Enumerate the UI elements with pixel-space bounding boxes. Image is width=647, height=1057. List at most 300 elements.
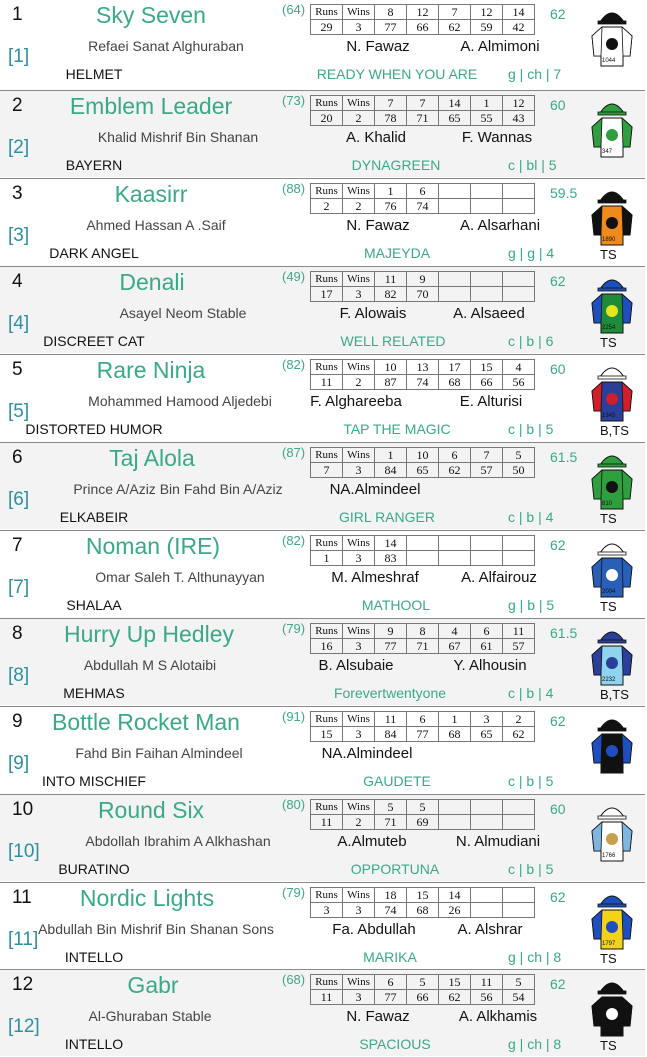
- form-cell: 66: [407, 20, 439, 35]
- runs-count: 11: [311, 815, 343, 830]
- runs-count: 11: [311, 990, 343, 1005]
- form-cell: 26: [439, 903, 471, 918]
- runs-count: 2: [311, 199, 343, 214]
- form-cell: 7: [471, 448, 503, 463]
- form-row-bottom: [311, 903, 535, 918]
- runner-row: [0, 618, 645, 705]
- form-row-top: [311, 272, 535, 287]
- owner-name: Fahd Bin Faihan Almindeel: [75, 745, 243, 761]
- form-cell: 7: [407, 96, 439, 111]
- saddle-number: 6: [12, 447, 23, 468]
- form-cell: 82: [375, 287, 407, 302]
- runs-header: Runs: [311, 975, 343, 990]
- form-cell: 2: [503, 712, 535, 727]
- runs-count: 11: [311, 375, 343, 390]
- form-cell: 6: [375, 975, 407, 990]
- owner-name: Prince A/Aziz Bin Fahd Bin A/Aziz: [73, 481, 283, 497]
- form-cell: [439, 184, 471, 199]
- form-row-top: [311, 712, 535, 727]
- form-row-bottom: [311, 20, 535, 35]
- sire-name: HELMET: [65, 66, 123, 82]
- jockey-name: F. Alowais: [339, 305, 407, 322]
- carried-weight: 60: [550, 361, 566, 377]
- form-cell: [439, 272, 471, 287]
- form-cell: [503, 287, 535, 302]
- form-cell: 77: [375, 990, 407, 1005]
- horse-rating: (79): [282, 885, 306, 900]
- form-table: [310, 271, 535, 302]
- silks-code: 1797: [602, 941, 616, 947]
- draw-number: [11]: [8, 929, 39, 950]
- form-cell: 14: [503, 5, 535, 20]
- form-cell: 62: [503, 727, 535, 742]
- form-row-top: [311, 184, 535, 199]
- form-cell: [471, 815, 503, 830]
- trainer-name: A. Alkhamis: [458, 1008, 538, 1025]
- sire-name: MEHMAS: [63, 685, 125, 701]
- form-row-top: [311, 448, 535, 463]
- sex-colour-age: c | bl | 5: [508, 157, 557, 173]
- form-row-bottom: [311, 463, 535, 478]
- carried-weight: 62: [550, 713, 566, 729]
- gear-code: B,TS: [600, 687, 629, 702]
- form-cell: 11: [375, 712, 407, 727]
- form-cell: 5: [407, 800, 439, 815]
- wins-header: Wins: [343, 536, 375, 551]
- wins-header: Wins: [343, 272, 375, 287]
- form-row-top: [311, 536, 535, 551]
- form-cell: 7: [375, 96, 407, 111]
- runner-row: [0, 442, 645, 529]
- draw-number: [3]: [8, 225, 30, 246]
- form-row-bottom: [311, 199, 535, 214]
- form-cell: 76: [375, 199, 407, 214]
- saddle-number: 10: [12, 799, 34, 820]
- sex-colour-age: g | ch | 8: [508, 1036, 562, 1052]
- dam-name: MATHOOL: [361, 597, 431, 613]
- form-cell: [471, 199, 503, 214]
- form-row-bottom: [311, 375, 535, 390]
- sire-name: BAYERN: [65, 157, 123, 173]
- dam-name: GIRL RANGER: [339, 509, 435, 525]
- wins-count: 2: [343, 815, 375, 830]
- form-cell: 18: [375, 888, 407, 903]
- wins-count: 2: [343, 111, 375, 126]
- horse-name: Bottle Rocket Man: [52, 709, 240, 735]
- dam-name: READY WHEN YOU ARE: [316, 66, 478, 82]
- form-cell: 56: [471, 990, 503, 1005]
- form-cell: [471, 551, 503, 566]
- sire-name: INTELLO: [64, 949, 124, 965]
- form-cell: [439, 536, 471, 551]
- carried-weight: 62: [550, 537, 566, 553]
- form-row-bottom: [311, 990, 535, 1005]
- runs-header: Runs: [311, 800, 343, 815]
- form-cell: 13: [407, 360, 439, 375]
- trainer-name: F. Wannas: [461, 129, 533, 146]
- form-cell: 66: [471, 375, 503, 390]
- saddle-number: 12: [12, 974, 34, 995]
- form-cell: [503, 815, 535, 830]
- owner-name: Omar Saleh T. Althunayyan: [95, 569, 265, 585]
- runs-header: Runs: [311, 448, 343, 463]
- runs-count: 1: [311, 551, 343, 566]
- form-cell: 15: [439, 975, 471, 990]
- horse-name: Gabr: [127, 972, 179, 998]
- owner-name: Abdullah Bin Mishrif Bin Shanan Sons: [38, 921, 274, 937]
- form-cell: [503, 272, 535, 287]
- sire-name: DISCREET CAT: [43, 333, 145, 349]
- form-cell: 65: [439, 111, 471, 126]
- form-cell: 1: [471, 96, 503, 111]
- wins-count: 3: [343, 287, 375, 302]
- jockey-name: NA.Almindeel: [321, 745, 413, 762]
- runs-header: Runs: [311, 5, 343, 20]
- carried-weight: 60: [550, 801, 566, 817]
- form-row-bottom: [311, 287, 535, 302]
- form-cell: 83: [375, 551, 407, 566]
- owner-name: Khalid Mishrif Bin Shanan: [97, 129, 259, 145]
- saddle-number: 11: [12, 887, 32, 908]
- saddle-number: 1: [12, 4, 23, 25]
- runner-row: [0, 354, 645, 441]
- form-table: [310, 4, 535, 35]
- form-cell: [439, 551, 471, 566]
- form-cell: 1: [375, 184, 407, 199]
- wins-header: Wins: [343, 184, 375, 199]
- runs-count: 20: [311, 111, 343, 126]
- form-cell: 77: [375, 639, 407, 654]
- form-cell: 12: [503, 96, 535, 111]
- silks-code: 1766: [602, 853, 616, 859]
- jockey-name: Fa. Abdullah: [332, 921, 416, 938]
- wins-count: 3: [343, 990, 375, 1005]
- form-cell: 77: [407, 727, 439, 742]
- form-cell: 9: [407, 272, 439, 287]
- form-cell: [439, 815, 471, 830]
- silks-code: 1890: [602, 237, 616, 243]
- form-cell: [471, 536, 503, 551]
- wins-header: Wins: [343, 712, 375, 727]
- runs-header: Runs: [311, 888, 343, 903]
- silks-code: 2004: [602, 589, 616, 595]
- form-cell: 68: [439, 375, 471, 390]
- form-cell: 55: [471, 111, 503, 126]
- owner-name: Al-Ghuraban Stable: [88, 1008, 212, 1024]
- gear-code: TS: [600, 951, 617, 966]
- wins-header: Wins: [343, 448, 375, 463]
- jockey-silks: [588, 185, 642, 251]
- horse-name: Nordic Lights: [79, 885, 215, 911]
- jockey-name: A. Khalid: [345, 129, 407, 146]
- wins-header: Wins: [343, 624, 375, 639]
- form-cell: 15: [471, 360, 503, 375]
- form-cell: 57: [503, 639, 535, 654]
- sire-name: ELKABEIR: [59, 509, 129, 525]
- wins-count: 3: [343, 463, 375, 478]
- jockey-name: F. Alghareeba: [310, 393, 402, 410]
- silks-code: 1101: [602, 765, 615, 771]
- form-cell: 12: [407, 5, 439, 20]
- form-cell: [471, 272, 503, 287]
- sex-colour-age: g | b | 5: [508, 597, 555, 613]
- silks-code: 1044: [602, 58, 616, 64]
- form-cell: 65: [407, 463, 439, 478]
- trainer-name: A. Almimoni: [460, 38, 540, 55]
- form-table: [310, 974, 535, 1005]
- form-cell: 84: [375, 463, 407, 478]
- form-row-bottom: [311, 111, 535, 126]
- form-cell: [439, 800, 471, 815]
- trainer-name: A. Alshrar: [457, 921, 523, 938]
- jockey-silks: [588, 449, 642, 515]
- horse-rating: (80): [282, 797, 306, 812]
- jockey-silks: [588, 801, 642, 867]
- horse-rating: (88): [282, 181, 306, 196]
- form-row-bottom: [311, 815, 535, 830]
- form-cell: 84: [375, 727, 407, 742]
- jockey-name: N. Fawaz: [346, 217, 410, 234]
- dam-name: MARIKA: [363, 949, 417, 965]
- sex-colour-age: c | b | 4: [508, 509, 554, 525]
- form-cell: 43: [503, 111, 535, 126]
- form-table: [310, 183, 535, 214]
- form-row-bottom: [311, 551, 535, 566]
- dam-name: Forevertwentyone: [333, 685, 447, 701]
- form-cell: 54: [503, 990, 535, 1005]
- form-cell: 12: [471, 5, 503, 20]
- form-cell: 3: [471, 712, 503, 727]
- form-cell: [439, 199, 471, 214]
- wins-count: 3: [343, 551, 375, 566]
- form-cell: 65: [471, 727, 503, 742]
- form-row-bottom: [311, 639, 535, 654]
- form-row-bottom: [311, 727, 535, 742]
- draw-number: [4]: [8, 313, 30, 334]
- sex-colour-age: c | b | 5: [508, 861, 554, 877]
- runner-row: [0, 90, 645, 177]
- jockey-name: A.Almuteb: [337, 833, 407, 850]
- form-cell: 62: [439, 990, 471, 1005]
- runs-count: 16: [311, 639, 343, 654]
- runner-row: [0, 969, 645, 1056]
- carried-weight: 60: [550, 97, 566, 113]
- wins-count: 3: [343, 20, 375, 35]
- dam-name: MAJEYDA: [363, 245, 431, 261]
- horse-rating: (68): [282, 972, 306, 987]
- trainer-name: A. Alsaeed: [453, 305, 525, 322]
- form-cell: 17: [439, 360, 471, 375]
- silks-code: 2254: [602, 325, 616, 331]
- form-cell: 59: [471, 20, 503, 35]
- form-cell: 8: [375, 5, 407, 20]
- form-cell: 70: [407, 287, 439, 302]
- form-cell: [471, 184, 503, 199]
- form-cell: [503, 888, 535, 903]
- sire-name: DARK ANGEL: [49, 245, 139, 261]
- wins-count: 3: [343, 903, 375, 918]
- sex-colour-age: c | b | 6: [508, 333, 554, 349]
- form-cell: 67: [439, 639, 471, 654]
- dam-name: WELL RELATED: [340, 333, 446, 349]
- form-cell: 62: [439, 463, 471, 478]
- jockey-silks: [588, 97, 642, 163]
- horse-name: Emblem Leader: [69, 93, 233, 119]
- sire-name: INTELLO: [64, 1036, 124, 1052]
- sire-name: INTO MISCHIEF: [42, 773, 146, 789]
- form-row-top: [311, 360, 535, 375]
- sex-colour-age: c | b | 4: [508, 685, 554, 701]
- runs-header: Runs: [311, 96, 343, 111]
- form-cell: 66: [407, 990, 439, 1005]
- form-cell: 50: [503, 463, 535, 478]
- carried-weight: 62: [550, 273, 566, 289]
- wins-header: Wins: [343, 96, 375, 111]
- runner-row: [0, 0, 645, 87]
- wins-header: Wins: [343, 975, 375, 990]
- form-cell: 78: [375, 111, 407, 126]
- silks-code: 1345: [602, 413, 616, 419]
- form-cell: [471, 888, 503, 903]
- horse-name: Rare Ninja: [96, 357, 206, 383]
- form-cell: 69: [407, 815, 439, 830]
- form-cell: [471, 800, 503, 815]
- form-table: [310, 359, 535, 390]
- form-cell: 4: [439, 624, 471, 639]
- silks-code: 2232: [602, 677, 616, 683]
- carried-weight: 62: [550, 889, 566, 905]
- draw-number: [5]: [8, 401, 30, 422]
- runs-count: 29: [311, 20, 343, 35]
- wins-header: Wins: [343, 800, 375, 815]
- horse-name: Denali: [119, 269, 185, 295]
- form-row-top: [311, 975, 535, 990]
- runner-row: [0, 706, 645, 793]
- runs-header: Runs: [311, 360, 343, 375]
- form-cell: 6: [407, 184, 439, 199]
- draw-number: [1]: [8, 46, 30, 67]
- wins-count: 3: [343, 639, 375, 654]
- silks-code: 810: [602, 501, 613, 507]
- wins-header: Wins: [343, 888, 375, 903]
- form-cell: 6: [471, 624, 503, 639]
- horse-rating: (49): [282, 269, 306, 284]
- runner-row: [0, 882, 645, 969]
- form-cell: 1: [375, 448, 407, 463]
- jockey-silks: [588, 361, 642, 427]
- runs-header: Runs: [311, 272, 343, 287]
- horse-rating: (82): [282, 533, 306, 548]
- jockey-silks: [588, 6, 642, 72]
- form-cell: 9: [375, 624, 407, 639]
- gear-code: TS: [600, 335, 617, 350]
- form-cell: [407, 536, 439, 551]
- form-cell: 61: [471, 639, 503, 654]
- form-cell: 74: [407, 199, 439, 214]
- form-cell: [503, 903, 535, 918]
- horse-name: Noman (IRE): [85, 533, 221, 559]
- saddle-number: 8: [12, 623, 23, 644]
- horse-rating: (79): [282, 621, 306, 636]
- form-cell: 14: [439, 96, 471, 111]
- horse-name: Sky Seven: [96, 2, 206, 28]
- form-cell: 71: [407, 639, 439, 654]
- form-cell: [471, 287, 503, 302]
- form-cell: 8: [407, 624, 439, 639]
- owner-name: Refaei Sanat Alghuraban: [88, 38, 244, 54]
- form-cell: 6: [439, 448, 471, 463]
- dam-name: TAP THE MAGIC: [343, 421, 451, 437]
- form-cell: [439, 287, 471, 302]
- gear-code: B,TS: [600, 423, 629, 438]
- owner-name: Abdollah Ibrahim A Alkhashan: [85, 833, 271, 849]
- draw-number: [7]: [8, 577, 30, 598]
- form-table: [310, 535, 535, 566]
- form-table: [310, 799, 535, 830]
- sire-name: DISTORTED HUMOR: [25, 421, 163, 437]
- saddle-number: 9: [12, 711, 23, 732]
- horse-name: Taj Alola: [109, 445, 195, 471]
- form-cell: [471, 903, 503, 918]
- sex-colour-age: g | ch | 8: [508, 949, 562, 965]
- form-cell: 10: [407, 448, 439, 463]
- sex-colour-age: c | b | 5: [508, 421, 554, 437]
- trainer-name: A. Alfairouz: [461, 569, 537, 586]
- jockey-silks: [588, 889, 642, 955]
- horse-rating: (82): [282, 357, 306, 372]
- form-cell: [503, 551, 535, 566]
- wins-header: Wins: [343, 5, 375, 20]
- horse-name: Kaasirr: [114, 181, 188, 207]
- saddle-number: 3: [12, 183, 23, 204]
- form-cell: 6: [407, 712, 439, 727]
- form-cell: 5: [407, 975, 439, 990]
- owner-name: Abdullah M S Alotaibi: [83, 657, 217, 673]
- trainer-name: Y. Alhousin: [453, 657, 527, 674]
- form-cell: 57: [471, 463, 503, 478]
- jockey-silks: [588, 625, 642, 691]
- dam-name: DYNAGREEN: [351, 157, 441, 173]
- sex-colour-age: c | b | 5: [508, 773, 554, 789]
- runner-row: [0, 266, 645, 353]
- form-cell: 11: [375, 272, 407, 287]
- form-cell: 42: [503, 20, 535, 35]
- form-cell: 62: [439, 20, 471, 35]
- horse-rating: (64): [282, 2, 306, 17]
- runner-row: [0, 530, 645, 617]
- form-cell: 74: [375, 903, 407, 918]
- form-table: [310, 711, 535, 742]
- horse-rating: (73): [282, 93, 306, 108]
- form-cell: 56: [503, 375, 535, 390]
- form-table: [310, 887, 535, 918]
- horse-rating: (87): [282, 445, 306, 460]
- form-cell: 11: [503, 624, 535, 639]
- owner-name: Asayel Neom Stable: [119, 305, 247, 321]
- wins-count: 2: [343, 375, 375, 390]
- form-cell: 68: [407, 903, 439, 918]
- carried-weight: 61.5: [550, 449, 578, 465]
- carried-weight: 62: [550, 6, 566, 22]
- form-cell: 68: [439, 727, 471, 742]
- wins-count: 2: [343, 199, 375, 214]
- form-cell: 71: [407, 111, 439, 126]
- wins-count: 3: [343, 727, 375, 742]
- jockey-silks: [588, 273, 642, 339]
- jockey-name: N. Fawaz: [346, 1008, 410, 1025]
- runs-header: Runs: [311, 712, 343, 727]
- owner-name: Mohammed Hamood Aljedebi: [88, 393, 272, 409]
